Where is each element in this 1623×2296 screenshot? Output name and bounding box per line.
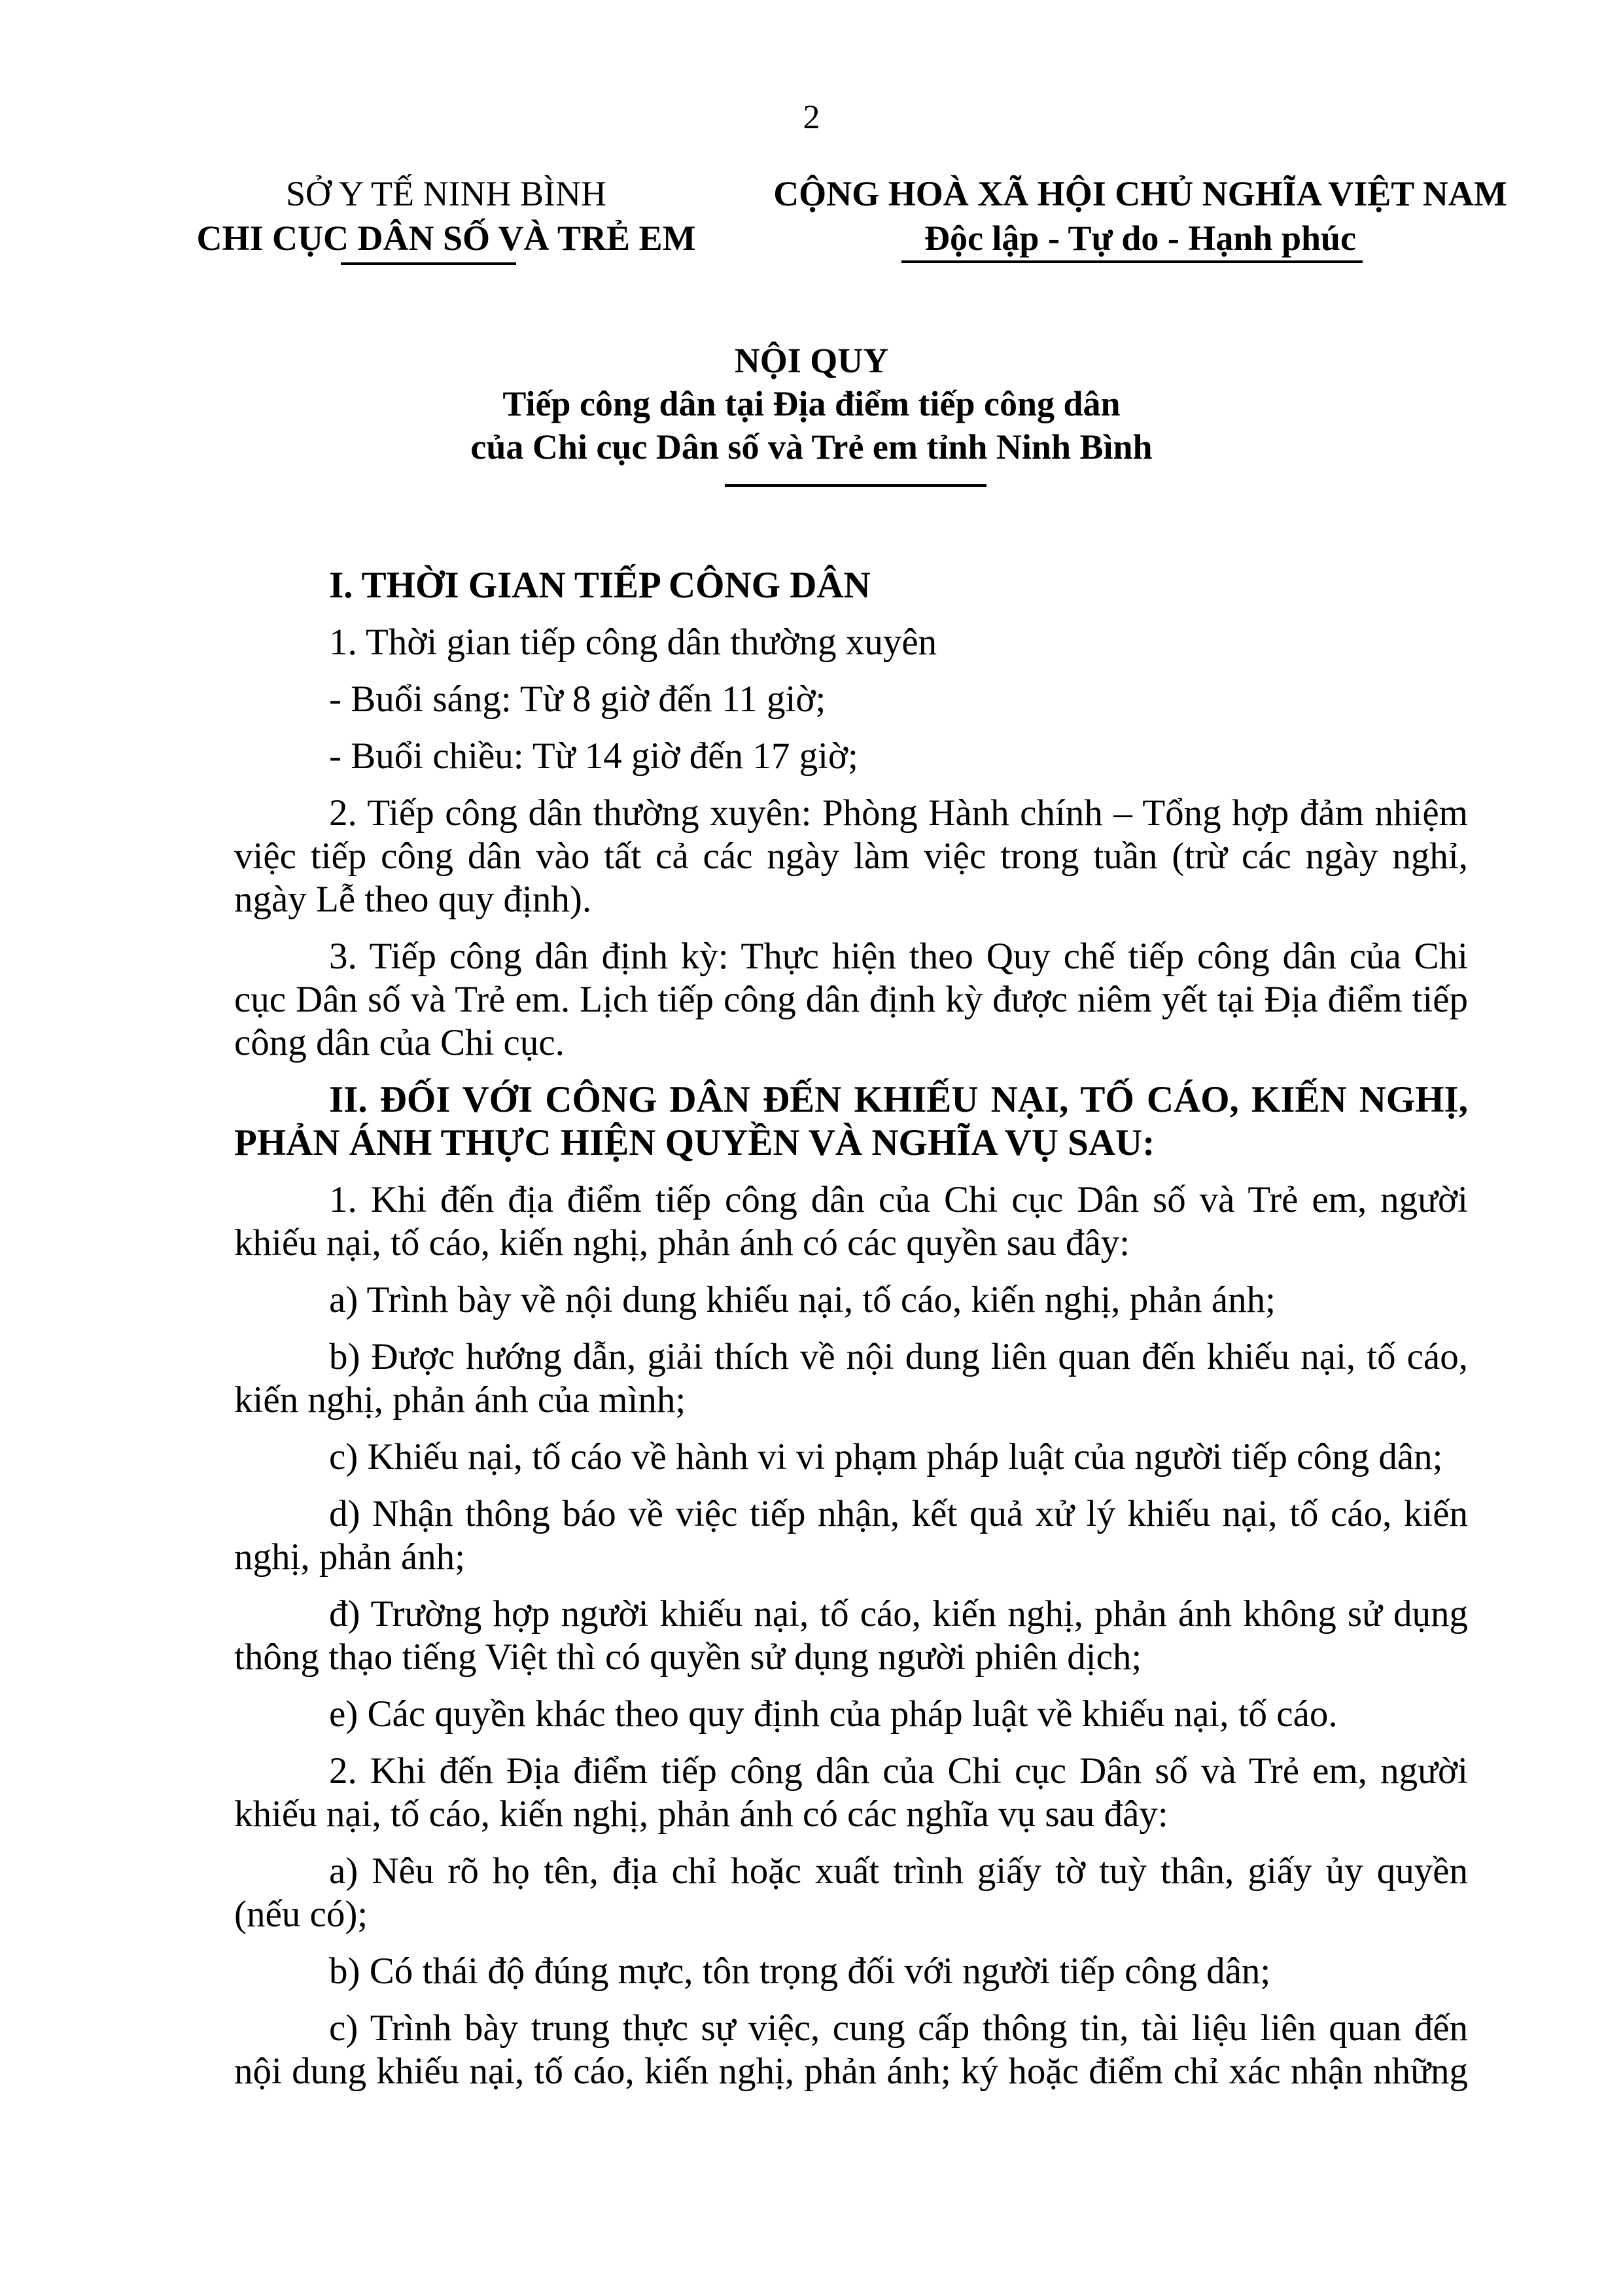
agency-name: CHI CỤC DÂN SỐ VÀ TRẺ EM — [196, 219, 696, 258]
agency-underline — [341, 262, 516, 265]
title-main: NỘI QUY — [734, 341, 889, 380]
duties-intro: 2. Khi đến Địa điểm tiếp công dân của Chi cục Dân số và Trẻ em, người khiếu nại, tố cáo, kiến nghị, phản ánh có các nghĩa vụ sau đây: — [234, 1750, 1468, 1835]
right-item: b) Được hướng dẫn, giải thích về nội dung liên quan đến khiếu nại, tố cáo, kiến nghị, phản ánh của mình; — [234, 1336, 1468, 1421]
paragraph: - Buổi chiều: Từ 14 giờ đến 17 giờ; — [329, 735, 858, 777]
section-2-heading: II. ĐỐI VỚI CÔNG DÂN ĐẾN KHIẾU NẠI, TỐ CÁO, KIẾN NGHỊ, PHẢN ÁNH THỰC HIỆN QUYỀN VÀ NGHĨA VỤ SAU: — [234, 1079, 1468, 1163]
title-sub-1: Tiếp công dân tại Địa điểm tiếp công dân — [502, 384, 1121, 423]
section-1-heading: I. THỜI GIAN TIẾP CÔNG DÂN — [329, 565, 871, 606]
right-item: e) Các quyền khác theo quy định của pháp luật về khiếu nại, tố cáo. — [329, 1693, 1338, 1735]
parent-agency: SỞ Y TẾ NINH BÌNH — [286, 174, 606, 213]
document-body — [234, 564, 1468, 2107]
national-motto-header — [748, 171, 1533, 260]
paragraph: 3. Tiếp công dân định kỳ: Thực hiện theo Quy chế tiếp công dân của Chi cục Dân số và Trẻ em. Lịch tiếp công dân định kỳ được niêm yết tại Địa điểm tiếp công dân của Chi cục. — [234, 936, 1468, 1063]
motto-underline — [901, 260, 1363, 263]
rights-intro: 1. Khi đến địa điểm tiếp công dân của Chi cục Dân số và Trẻ em, người khiếu nại, tố cáo, kiến nghị, phản ánh có các quyền sau đây: — [234, 1179, 1468, 1263]
paragraph: 2. Tiếp công dân thường xuyên: Phòng Hành chính – Tổng hợp đảm nhiệm việc tiếp công dân vào tất cả các ngày làm việc trong tuần (trừ các ngày nghỉ, ngày Lễ theo quy định). — [234, 792, 1468, 920]
country-name: CỘNG HOÀ XÃ HỘI CHỦ NGHĨA VIỆT NAM — [773, 174, 1507, 213]
right-item: c) Khiếu nại, tố cáo về hành vi vi phạm pháp luật của người tiếp công dân; — [329, 1436, 1443, 1477]
page-number: 2 — [803, 99, 820, 136]
right-item: đ) Trường hợp người khiếu nại, tố cáo, kiến nghị, phản ánh không sử dụng thông thạo tiếng Việt thì có quyền sử dụng người phiên dịch; — [234, 1593, 1468, 1678]
agency-header — [184, 171, 708, 260]
duty-item: a) Nêu rõ họ tên, địa chỉ hoặc xuất trình giấy tờ tuỳ thân, giấy ủy quyền (nếu có); — [234, 1850, 1468, 1935]
title-sub-2: của Chi cục Dân số và Trẻ em tỉnh Ninh Bình — [470, 427, 1153, 467]
national-motto: Độc lập - Tự do - Hạnh phúc — [924, 219, 1357, 258]
paragraph: - Buổi sáng: Từ 8 giờ đến 11 giờ; — [329, 679, 826, 720]
paragraph: 1. Thời gian tiếp công dân thường xuyên — [329, 622, 937, 663]
duty-item: c) Trình bày trung thực sự việc, cung cấp thông tin, tài liệu liên quan đến nội dung khiếu nại, tố cáo, kiến nghị, phản ánh; ký hoặc điểm chỉ xác nhận những — [234, 2007, 1468, 2092]
right-item: d) Nhận thông báo về việc tiếp nhận, kết quả xử lý khiếu nại, tố cáo, kiến nghị, phản ánh; — [234, 1493, 1468, 1578]
right-item: a) Trình bày về nội dung khiếu nại, tố cáo, kiến nghị, phản ánh; — [329, 1279, 1276, 1320]
duty-item: b) Có thái độ đúng mực, tôn trọng đối với người tiếp công dân; — [329, 1951, 1271, 1992]
document-title — [0, 339, 1623, 468]
title-underline — [725, 484, 986, 487]
